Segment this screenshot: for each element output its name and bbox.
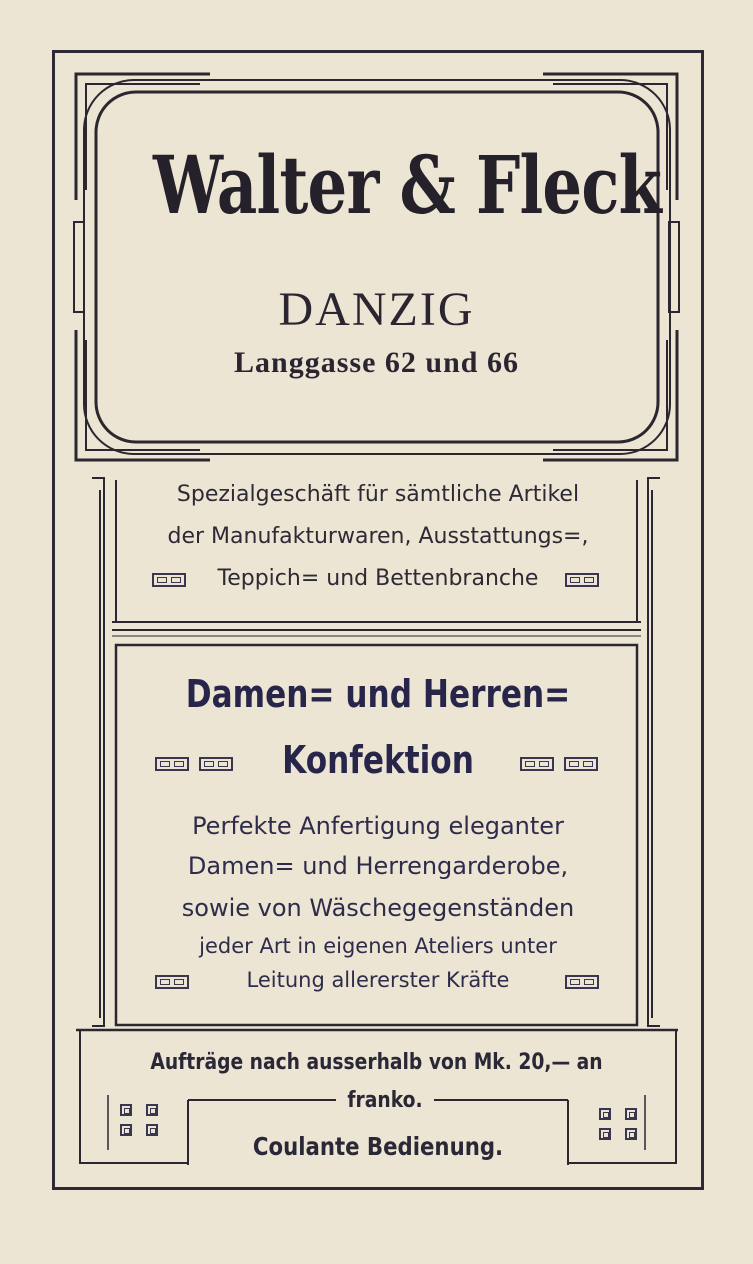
ornament-square-icon [146,1124,158,1136]
ornament-square-icon [599,1108,611,1120]
specialty-line-1: Spezialgeschäft für sämtliche Artikel [176,482,580,507]
ornament-icon [565,975,599,989]
orders-line-1: Aufträge nach ausserhalb von Mk. 20,— an [150,1050,603,1075]
ornament-square-icon [599,1128,611,1140]
konfektion-heading-2: Konfektion [282,738,474,782]
konfektion-body-2: Damen= und Herrengarderobe, [187,852,569,880]
specialty-line-3: Teppich= und Bettenbranche [217,566,539,591]
street-address: Langgasse 62 und 66 [234,346,519,379]
ornament-icon [564,757,598,771]
ornament-icon [199,757,233,771]
ornament-square-icon [120,1104,132,1116]
konfektion-heading-1: Damen= und Herren= [185,672,571,716]
konfektion-body-5: Leitung allererster Kräfte [246,968,510,992]
specialty-line-2: der Manufakturwaren, Ausstattungs=, [167,524,589,549]
ornament-square-icon [625,1108,637,1120]
konfektion-body-3: sowie von Wäschegegenständen [181,894,575,922]
ornament-square-icon [120,1124,132,1136]
ornament-icon [155,975,189,989]
konfektion-body-1: Perfekte Anfertigung eleganter [192,812,564,840]
ornament-icon [155,757,189,771]
ornament-square-icon [625,1128,637,1140]
konfektion-body-4: jeder Art in eigenen Ateliers unter [199,934,557,958]
orders-line-2: franko. [347,1088,423,1113]
city-name: DANZIG [278,283,475,336]
service-note: Coulante Bedienung. [252,1132,504,1161]
ornament-icon [565,573,599,587]
ornament-square-icon [146,1104,158,1116]
ornament-icon [520,757,554,771]
ornament-icon [152,573,186,587]
company-name: Walter & Fleck [153,138,662,232]
